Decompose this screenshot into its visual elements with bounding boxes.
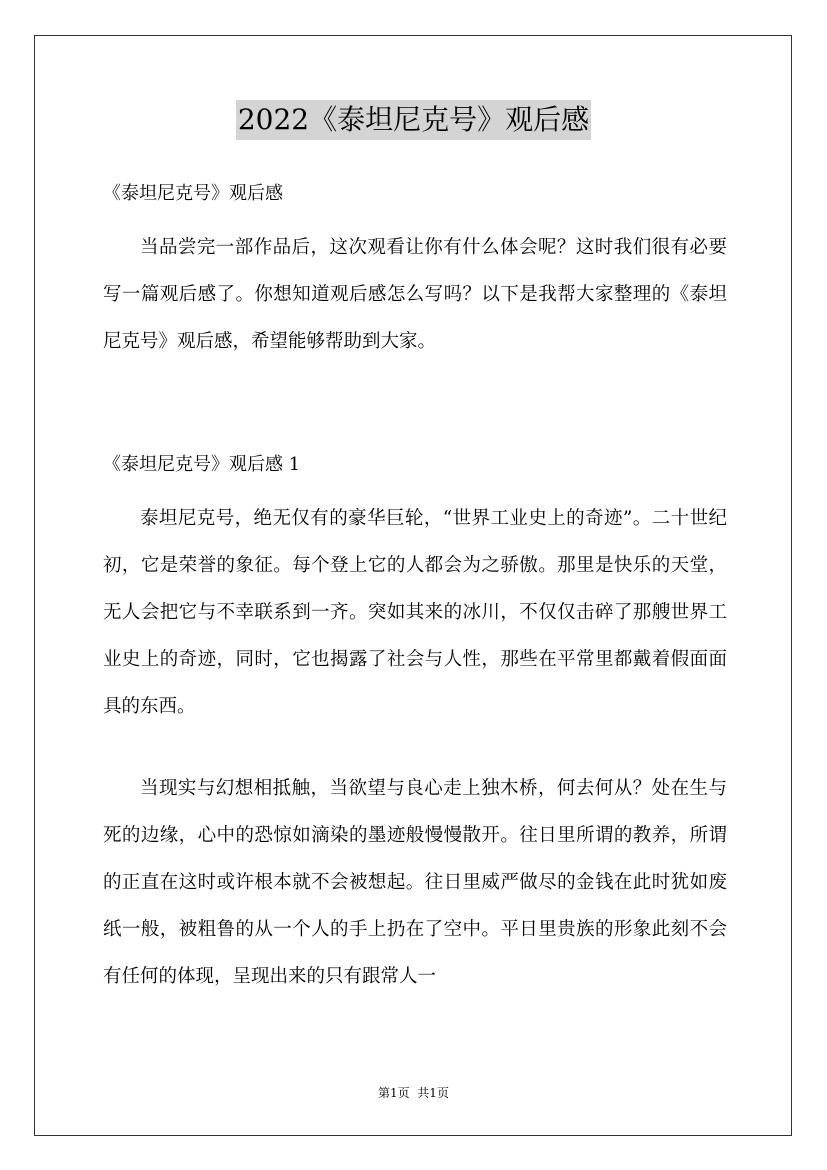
intro-heading: 《泰坦尼克号》观后感 [103, 183, 283, 204]
intro-paragraph: 当品尝完一部作品后，这次观看让你有什么体会呢？这时我们很有必要写一篇观后感了。你想知道观后感怎么写吗？以下是我帮大家整理的《泰坦尼克号》观后感，希望能够帮助到大家。 [103, 237, 727, 352]
title-container [0, 100, 827, 140]
section-heading: 《泰坦尼克号》观后感 1 [103, 454, 301, 475]
body-paragraph-1: 泰坦尼克号，绝无仅有的豪华巨轮，“世界工业史上的奇迹”。二十世纪初，它是荣誉的象征。每个登上它的人都会为之骄傲。那里是快乐的天堂，无人会把它与不幸联系到一齐。突如其来的冰川，不仅仅击碎了那艘世界工业史上的奇迹，同时，它也揭露了社会与人性，那些在平常里都戴着假面面具的东西。 [103, 508, 727, 717]
body-paragraph-2: 当现实与幻想相抵触，当欲望与良心走上独木桥，何去何从？处在生与死的边缘，心中的恐惊如滴染的墨迹般慢慢散开。往日里所谓的教养，所谓的正直在这时或许根本就不会被想起。往日里威严做尽的金钱在此时犹如废纸一般，被粗鲁的从一个人的手上扔在了空中。平日里贵族的形象此刻不会有任何的体现，呈现出来的只有跟常人一 [103, 778, 727, 987]
page-footer: 第1页 共1页 [378, 1086, 449, 1100]
document-title: 2022《泰坦尼克号》观后感 [236, 100, 591, 140]
